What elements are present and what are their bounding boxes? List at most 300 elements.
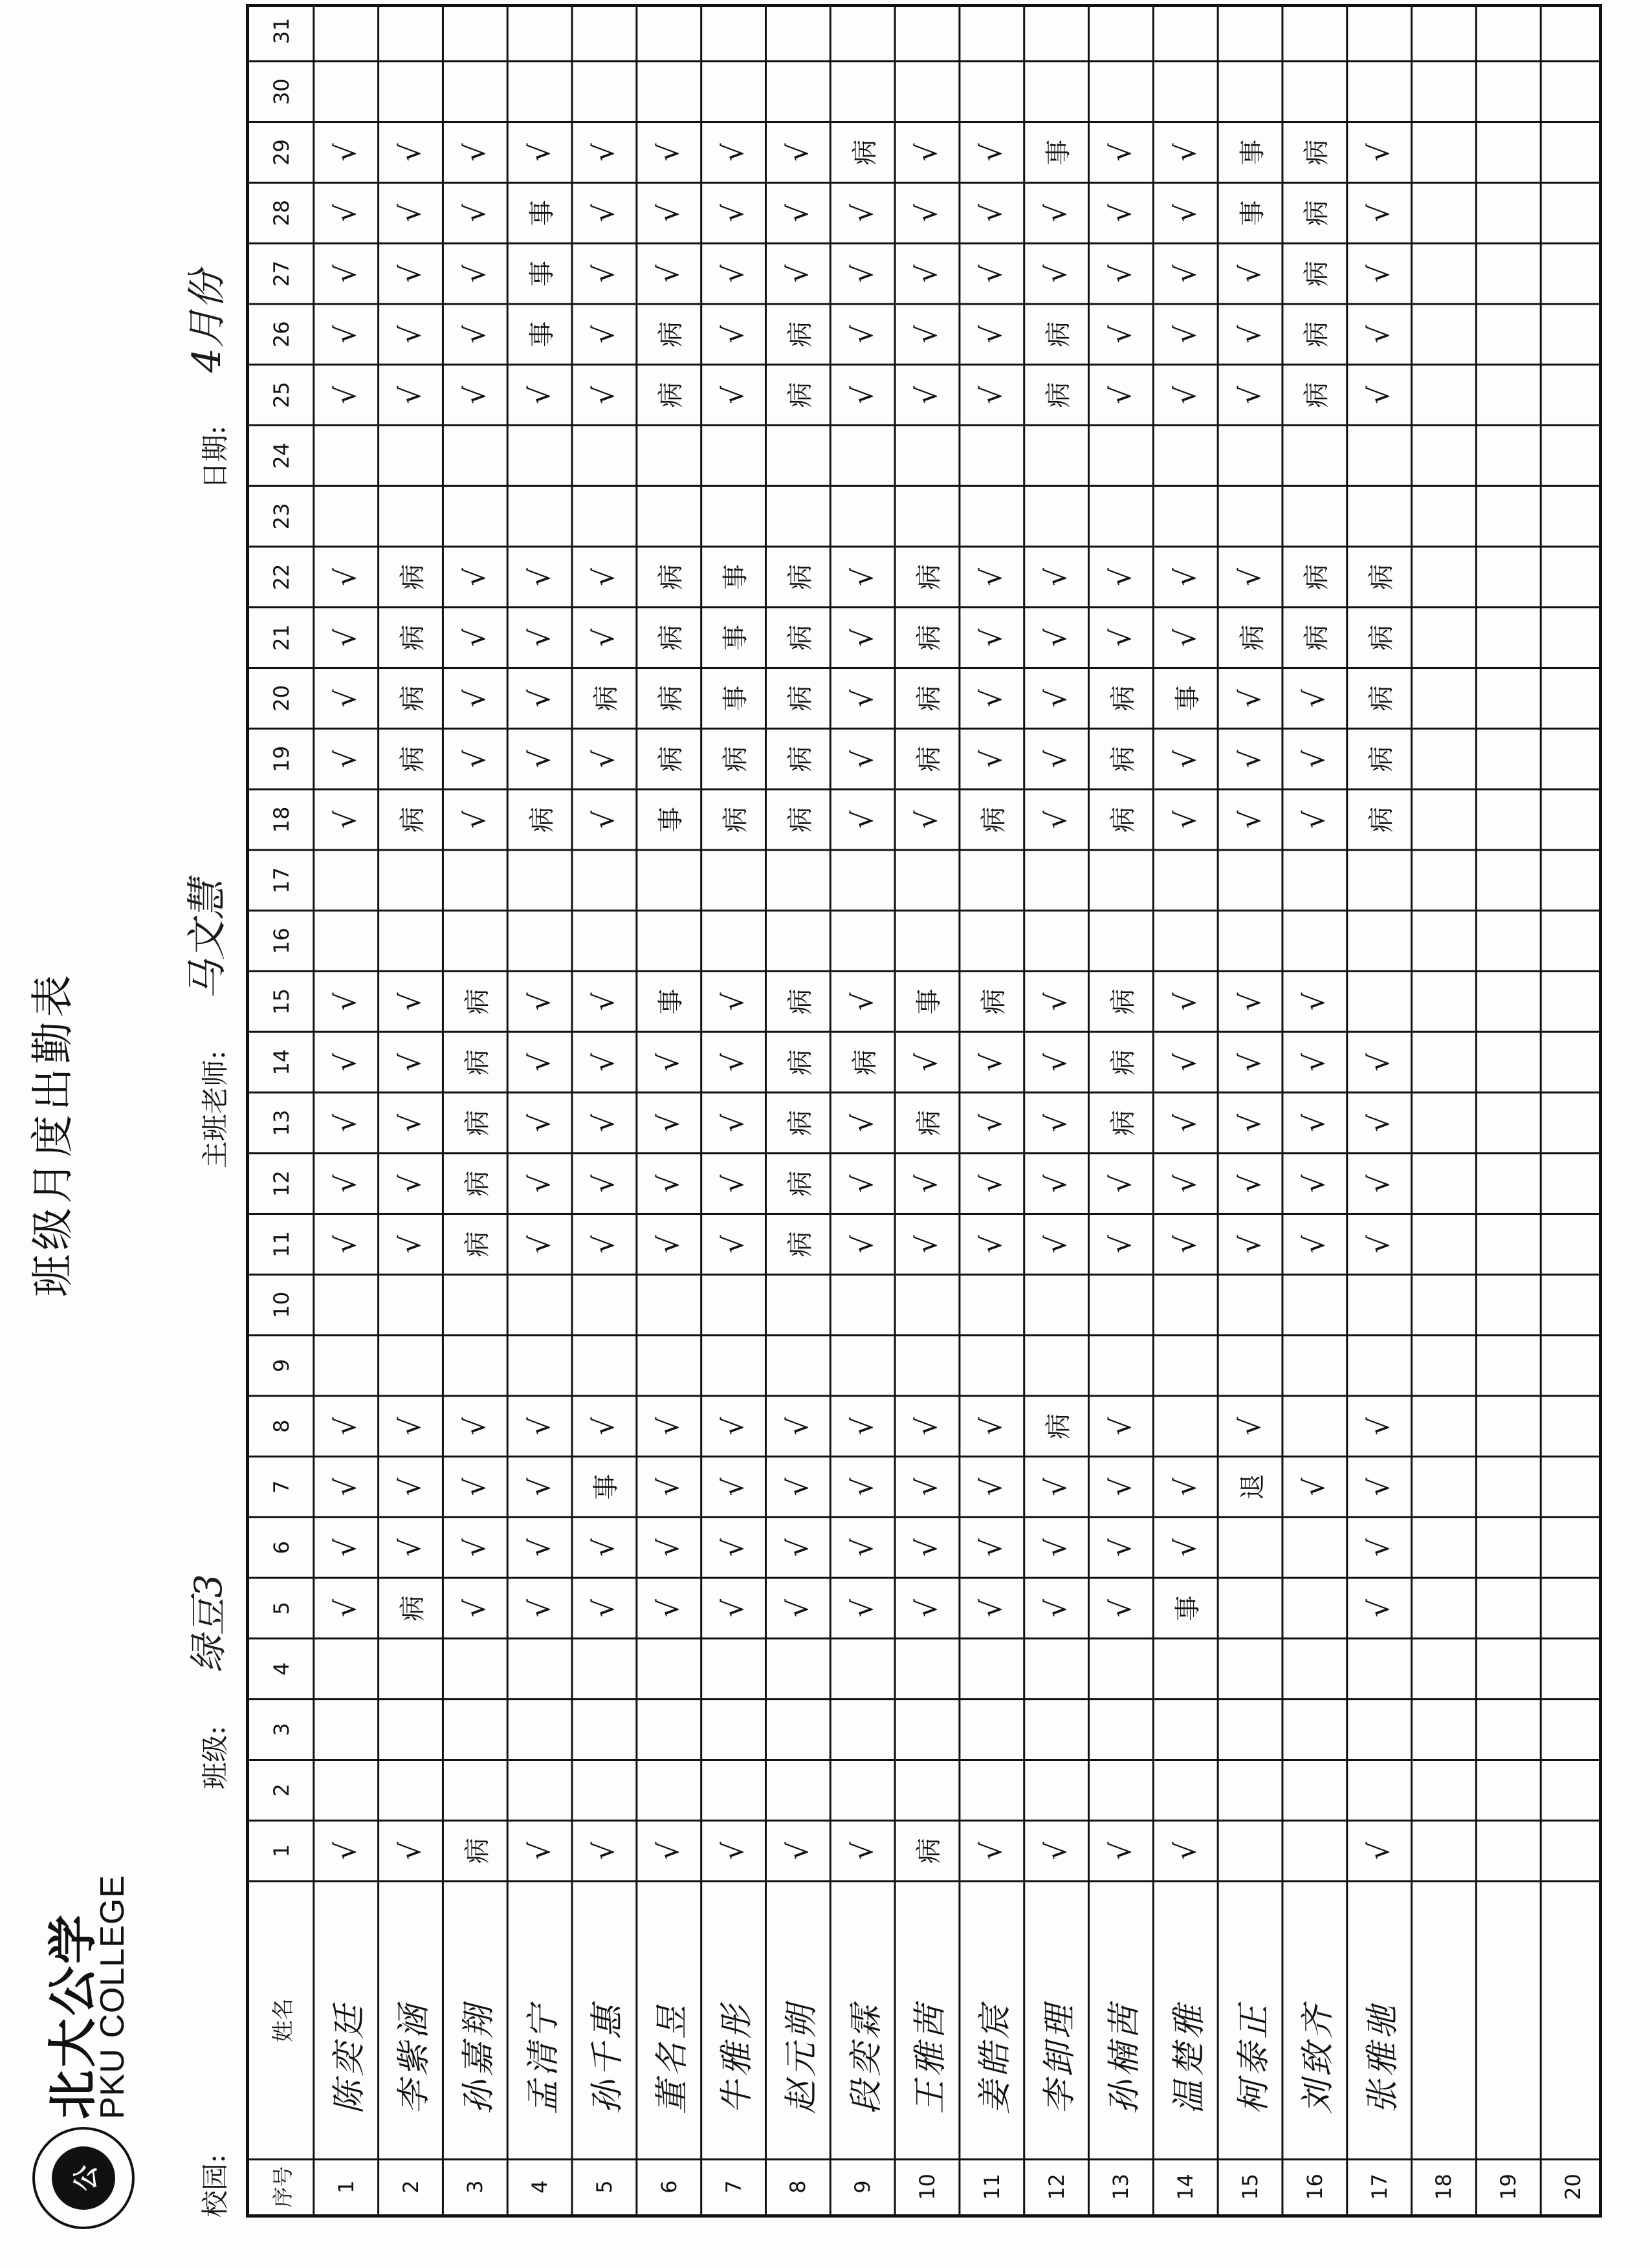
row-number: 15 <box>1238 2174 1263 2200</box>
student-name: 赵元朔 <box>782 2001 821 2114</box>
attendance-mark: √ <box>1298 750 1332 769</box>
attendance-mark: 事 <box>721 685 751 712</box>
attendance-mark <box>1282 61 1347 122</box>
attendance-mark: √ <box>652 1477 686 1496</box>
student-name: 牛雅彤 <box>718 2001 757 2114</box>
attendance-mark: √ <box>975 1417 1009 1435</box>
attendance-mark: √ <box>652 1174 686 1193</box>
attendance-mark <box>1541 728 1602 789</box>
attendance-mark: √ <box>975 1599 1009 1618</box>
attendance-mark <box>1347 1760 1412 1820</box>
attendance-mark: √ <box>1104 264 1138 283</box>
attendance-mark: √ <box>329 628 363 647</box>
attendance-mark: √ <box>1363 1477 1396 1496</box>
attendance-mark: √ <box>588 264 621 283</box>
header-day: 15 <box>269 988 294 1015</box>
attendance-mark: √ <box>781 1842 815 1860</box>
attendance-mark <box>1282 1274 1347 1335</box>
attendance-mark <box>1476 1578 1541 1639</box>
attendance-mark <box>1541 1214 1602 1275</box>
attendance-mark <box>1218 1335 1282 1396</box>
attendance-mark: √ <box>846 1477 879 1496</box>
attendance-mark: √ <box>588 1235 621 1254</box>
attendance-mark: √ <box>458 325 492 343</box>
attendance-mark: 病 <box>1108 1049 1138 1076</box>
attendance-mark: √ <box>781 143 815 162</box>
attendance-mark: 病 <box>1302 382 1332 408</box>
attendance-mark <box>830 4 895 61</box>
attendance-mark: √ <box>717 204 751 223</box>
date-label: 日期: <box>199 425 231 489</box>
attendance-mark: √ <box>1363 264 1396 283</box>
attendance-mark: 事 <box>1172 685 1203 712</box>
header-day: 2 <box>269 1783 294 1797</box>
attendance-mark <box>1412 1639 1477 1699</box>
attendance-mark: √ <box>846 1842 879 1860</box>
attendance-mark: 病 <box>914 685 945 712</box>
attendance-mark <box>314 1760 379 1820</box>
attendance-mark: √ <box>975 1477 1009 1496</box>
attendance-mark <box>443 1699 507 1760</box>
attendance-mark <box>1218 911 1282 972</box>
attendance-mark <box>1541 1639 1602 1699</box>
attendance-mark <box>1218 1699 1282 1760</box>
attendance-mark <box>1476 1517 1541 1578</box>
student-name: 姜皓宸 <box>976 2001 1015 2114</box>
header-day: 4 <box>269 1662 294 1675</box>
attendance-mark <box>1347 425 1412 486</box>
attendance-mark: √ <box>523 1417 556 1435</box>
attendance-mark: 病 <box>785 1170 815 1197</box>
attendance-mark: √ <box>652 1235 686 1254</box>
attendance-mark: √ <box>329 1842 363 1860</box>
attendance-mark: √ <box>1233 992 1267 1011</box>
attendance-mark: √ <box>1298 1174 1332 1193</box>
attendance-mark <box>1412 4 1477 61</box>
attendance-mark <box>572 850 637 911</box>
attendance-mark: √ <box>1169 204 1202 223</box>
attendance-mark <box>1089 1699 1154 1760</box>
attendance-mark <box>1282 850 1347 911</box>
attendance-mark <box>1476 365 1541 426</box>
attendance-mark <box>507 61 572 122</box>
attendance-mark: √ <box>1104 1417 1138 1435</box>
attendance-mark: 事 <box>591 1474 622 1500</box>
attendance-mark <box>1541 607 1602 668</box>
attendance-mark: √ <box>1104 628 1138 647</box>
attendance-mark <box>1541 1032 1602 1093</box>
attendance-mark: √ <box>1169 143 1202 162</box>
attendance-mark <box>1153 1274 1218 1335</box>
attendance-mark <box>1089 1760 1154 1820</box>
attendance-mark: √ <box>910 1235 944 1254</box>
attendance-mark <box>637 1639 701 1699</box>
attendance-mark: √ <box>588 143 621 162</box>
attendance-mark <box>1153 1335 1218 1396</box>
attendance-mark: √ <box>1169 628 1202 647</box>
row-number: 12 <box>1044 2174 1069 2200</box>
header-day: 9 <box>269 1358 294 1373</box>
attendance-mark <box>1282 1639 1347 1699</box>
attendance-mark <box>765 1335 830 1396</box>
attendance-mark <box>1541 789 1602 850</box>
attendance-mark <box>314 911 379 972</box>
attendance-mark: √ <box>1363 386 1396 404</box>
attendance-mark <box>1282 1699 1347 1760</box>
attendance-mark: √ <box>1040 1174 1073 1193</box>
attendance-mark <box>443 911 507 972</box>
attendance-mark: √ <box>1363 1538 1396 1557</box>
row-number: 18 <box>1431 2174 1457 2200</box>
attendance-mark <box>1476 1153 1541 1214</box>
attendance-mark <box>1476 486 1541 547</box>
attendance-mark: √ <box>1169 1235 1202 1254</box>
attendance-mark <box>1153 61 1218 122</box>
attendance-mark: √ <box>523 1053 556 1072</box>
attendance-mark <box>701 1335 766 1396</box>
attendance-mark <box>507 425 572 486</box>
attendance-mark: √ <box>975 325 1009 343</box>
attendance-mark: 病 <box>1108 685 1138 712</box>
attendance-mark: 病 <box>398 685 428 712</box>
attendance-mark <box>443 61 507 122</box>
attendance-mark <box>379 1760 443 1820</box>
attendance-mark: 病 <box>914 1838 945 1864</box>
attendance-mark <box>1024 850 1089 911</box>
attendance-mark: √ <box>1298 1477 1332 1496</box>
attendance-mark <box>765 486 830 547</box>
attendance-mark: √ <box>458 628 492 647</box>
attendance-mark: 病 <box>1302 624 1332 651</box>
attendance-mark <box>1476 1820 1541 1881</box>
attendance-mark <box>572 1335 637 1396</box>
attendance-mark: 病 <box>1367 685 1397 712</box>
attendance-mark <box>1541 243 1602 304</box>
attendance-mark <box>1089 850 1154 911</box>
attendance-mark <box>1412 1760 1477 1820</box>
teacher-value: 马文慧 <box>183 879 230 1000</box>
student-name: 柯泰正 <box>1234 2001 1273 2114</box>
attendance-mark <box>379 61 443 122</box>
attendance-mark: 退 <box>1237 1474 1268 1500</box>
attendance-mark <box>637 425 701 486</box>
attendance-mark: √ <box>1040 628 1073 647</box>
attendance-mark <box>443 850 507 911</box>
attendance-mark: √ <box>394 325 427 343</box>
header-day: 13 <box>269 1109 294 1137</box>
attendance-mark: √ <box>717 1599 751 1618</box>
attendance-mark: 事 <box>1237 139 1268 166</box>
attendance-mark <box>1476 607 1541 668</box>
attendance-mark <box>1412 1214 1477 1275</box>
attendance-mark: 病 <box>656 563 687 590</box>
attendance-mark <box>1476 1335 1541 1396</box>
attendance-mark <box>1541 304 1602 365</box>
attendance-mark: 病 <box>462 1049 492 1076</box>
attendance-mark <box>637 486 701 547</box>
class-label: 班级: <box>199 1725 231 1789</box>
attendance-mark <box>765 1760 830 1820</box>
attendance-mark <box>1541 1699 1602 1760</box>
attendance-mark <box>572 911 637 972</box>
attendance-mark: √ <box>975 1113 1009 1132</box>
attendance-mark: √ <box>717 1477 751 1496</box>
attendance-mark: 病 <box>914 746 945 772</box>
attendance-mark: 病 <box>914 624 945 651</box>
attendance-mark <box>1476 668 1541 729</box>
attendance-mark <box>1218 1639 1282 1699</box>
attendance-mark <box>1476 1699 1541 1760</box>
student-name: 李卸理 <box>1040 2001 1080 2114</box>
attendance-mark: √ <box>329 1235 363 1254</box>
attendance-mark: √ <box>588 628 621 647</box>
attendance-mark: √ <box>329 750 363 769</box>
attendance-mark: 事 <box>721 624 751 651</box>
attendance-table <box>246 4 1602 2218</box>
attendance-mark: √ <box>588 810 621 829</box>
attendance-mark <box>1476 1274 1541 1335</box>
attendance-mark: √ <box>1169 1174 1202 1193</box>
attendance-mark: √ <box>458 1417 492 1435</box>
attendance-mark: 病 <box>1302 200 1332 226</box>
attendance-mark <box>1541 1093 1602 1153</box>
attendance-mark: √ <box>846 628 879 647</box>
attendance-mark <box>1541 911 1602 972</box>
attendance-mark: √ <box>975 204 1009 223</box>
attendance-mark: √ <box>329 1538 363 1557</box>
header-day: 10 <box>269 1291 294 1318</box>
attendance-mark: √ <box>975 1053 1009 1072</box>
attendance-mark <box>1541 365 1602 426</box>
attendance-mark: 病 <box>1302 563 1332 590</box>
attendance-mark <box>701 1274 766 1335</box>
attendance-mark: √ <box>781 1417 815 1435</box>
attendance-mark <box>1412 486 1477 547</box>
attendance-mark: √ <box>975 750 1009 769</box>
attendance-mark: √ <box>1363 143 1396 162</box>
attendance-mark: √ <box>1040 264 1073 283</box>
attendance-mark: √ <box>458 689 492 708</box>
attendance-mark <box>314 1699 379 1760</box>
attendance-mark <box>960 850 1024 911</box>
attendance-mark: √ <box>781 1538 815 1557</box>
attendance-mark: √ <box>394 1235 427 1254</box>
attendance-mark <box>1541 122 1602 183</box>
attendance-mark: √ <box>1040 992 1073 1011</box>
attendance-mark <box>1541 61 1602 122</box>
attendance-mark: √ <box>717 1235 751 1254</box>
attendance-mark <box>1347 486 1412 547</box>
attendance-mark <box>1476 61 1541 122</box>
attendance-mark <box>1412 1335 1477 1396</box>
attendance-mark <box>895 425 960 486</box>
attendance-mark: √ <box>1233 1417 1267 1435</box>
row-number: 2 <box>398 2180 423 2194</box>
attendance-mark <box>1153 1760 1218 1820</box>
attendance-mark <box>572 1274 637 1335</box>
attendance-mark: √ <box>394 264 427 283</box>
attendance-mark: √ <box>588 1417 621 1435</box>
attendance-mark: √ <box>1233 689 1267 708</box>
attendance-mark <box>1476 425 1541 486</box>
attendance-mark <box>765 1274 830 1335</box>
attendance-mark <box>1153 1699 1218 1760</box>
attendance-mark: √ <box>1169 1113 1202 1132</box>
attendance-mark: √ <box>846 204 879 223</box>
attendance-mark: √ <box>1040 810 1073 829</box>
attendance-mark <box>637 4 701 61</box>
student-name <box>1541 1881 1602 2159</box>
student-name: 孙楠茜 <box>1105 2001 1144 2114</box>
attendance-mark: √ <box>329 992 363 1011</box>
attendance-mark: 病 <box>656 685 687 712</box>
attendance-mark: √ <box>910 264 944 283</box>
attendance-mark: 事 <box>656 988 687 1015</box>
attendance-mark: √ <box>523 386 556 404</box>
attendance-mark: √ <box>1233 1053 1267 1072</box>
attendance-mark: 病 <box>1302 261 1332 287</box>
attendance-mark <box>637 61 701 122</box>
attendance-mark <box>765 61 830 122</box>
attendance-mark: 病 <box>785 1049 815 1076</box>
attendance-mark <box>507 486 572 547</box>
attendance-mark: 病 <box>656 321 687 347</box>
attendance-mark <box>507 1274 572 1335</box>
row-number: 16 <box>1302 2174 1327 2200</box>
header-day: 19 <box>269 745 294 772</box>
attendance-mark <box>1347 1274 1412 1335</box>
attendance-mark <box>1347 61 1412 122</box>
header-day: 12 <box>269 1170 294 1197</box>
attendance-mark: √ <box>1104 143 1138 162</box>
attendance-mark: √ <box>1169 1538 1202 1557</box>
attendance-mark: √ <box>846 1538 879 1557</box>
header-day: 26 <box>269 321 294 348</box>
attendance-mark: √ <box>975 1235 1009 1254</box>
attendance-mark: √ <box>652 1053 686 1072</box>
attendance-mark <box>1089 1335 1154 1396</box>
attendance-mark <box>1541 1153 1602 1214</box>
attendance-mark: √ <box>523 1599 556 1618</box>
attendance-mark: √ <box>846 325 879 343</box>
attendance-mark: √ <box>1298 1053 1332 1072</box>
attendance-mark <box>1541 182 1602 243</box>
attendance-mark: √ <box>1104 204 1138 223</box>
attendance-mark <box>830 425 895 486</box>
attendance-mark: √ <box>588 1053 621 1072</box>
attendance-mark: √ <box>781 204 815 223</box>
attendance-mark <box>1024 1274 1089 1335</box>
teacher-label: 主班老师: <box>199 1050 231 1168</box>
attendance-mark <box>1153 911 1218 972</box>
attendance-mark <box>701 911 766 972</box>
form-title: 班级月度出勤表 <box>28 971 78 1297</box>
student-name: 董名昱 <box>653 2001 692 2114</box>
attendance-mark <box>765 4 830 61</box>
attendance-mark <box>1412 182 1477 243</box>
attendance-mark: √ <box>717 264 751 283</box>
header-day: 11 <box>269 1231 294 1258</box>
row-number: 9 <box>850 2180 875 2194</box>
attendance-mark <box>1218 1760 1282 1820</box>
attendance-mark <box>1153 4 1218 61</box>
attendance-mark: 病 <box>785 746 815 772</box>
attendance-mark <box>507 1639 572 1699</box>
attendance-mark <box>1541 668 1602 729</box>
row-number: 6 <box>656 2180 681 2194</box>
attendance-mark: √ <box>717 143 751 162</box>
attendance-mark: 事 <box>1172 1595 1203 1622</box>
attendance-mark: √ <box>846 1235 879 1254</box>
attendance-mark: √ <box>523 1842 556 1860</box>
attendance-mark: √ <box>652 1417 686 1435</box>
attendance-mark <box>1476 304 1541 365</box>
attendance-mark: √ <box>1104 567 1138 586</box>
attendance-mark: √ <box>910 1053 944 1072</box>
attendance-mark: √ <box>1169 264 1202 283</box>
student-name: 段奕霖 <box>846 2001 886 2114</box>
attendance-mark <box>1541 850 1602 911</box>
attendance-mark <box>379 1639 443 1699</box>
attendance-mark <box>1412 850 1477 911</box>
attendance-mark: √ <box>1298 1113 1332 1132</box>
attendance-mark: √ <box>1040 204 1073 223</box>
student-name <box>1412 1881 1477 2159</box>
attendance-mark: 病 <box>1237 624 1268 651</box>
attendance-mark <box>443 1335 507 1396</box>
attendance-mark <box>1541 1335 1602 1396</box>
attendance-mark: √ <box>846 689 879 708</box>
attendance-mark: √ <box>523 628 556 647</box>
attendance-mark <box>895 61 960 122</box>
header-day: 18 <box>269 806 294 833</box>
attendance-mark <box>507 1760 572 1820</box>
attendance-mark: √ <box>1233 1235 1267 1254</box>
attendance-mark: √ <box>458 1538 492 1557</box>
attendance-mark <box>1412 1578 1477 1639</box>
attendance-mark <box>830 850 895 911</box>
attendance-mark <box>1024 1335 1089 1396</box>
attendance-mark <box>1412 547 1477 607</box>
attendance-mark <box>830 1699 895 1760</box>
attendance-mark: √ <box>329 204 363 223</box>
header-day: 28 <box>269 199 294 226</box>
attendance-mark <box>1476 4 1541 61</box>
row-number: 14 <box>1173 2174 1198 2200</box>
attendance-mark: √ <box>717 325 751 343</box>
attendance-mark: √ <box>717 1113 751 1132</box>
attendance-mark <box>507 850 572 911</box>
header-day: 30 <box>269 78 294 105</box>
attendance-mark: √ <box>1233 567 1267 586</box>
attendance-mark <box>1089 61 1154 122</box>
attendance-mark: 病 <box>785 1109 815 1136</box>
attendance-mark <box>765 911 830 972</box>
row-number: 7 <box>721 2180 746 2194</box>
attendance-mark: √ <box>1233 810 1267 829</box>
attendance-mark: 病 <box>656 746 687 772</box>
student-name: 王雅茜 <box>911 2001 951 2114</box>
attendance-mark <box>572 486 637 547</box>
attendance-mark: √ <box>910 1417 944 1435</box>
attendance-mark <box>1153 486 1218 547</box>
attendance-mark: √ <box>523 689 556 708</box>
attendance-mark: √ <box>523 1174 556 1193</box>
attendance-mark <box>637 1699 701 1760</box>
attendance-mark <box>1282 1820 1347 1881</box>
attendance-mark: √ <box>394 386 427 404</box>
attendance-mark: √ <box>523 1477 556 1496</box>
